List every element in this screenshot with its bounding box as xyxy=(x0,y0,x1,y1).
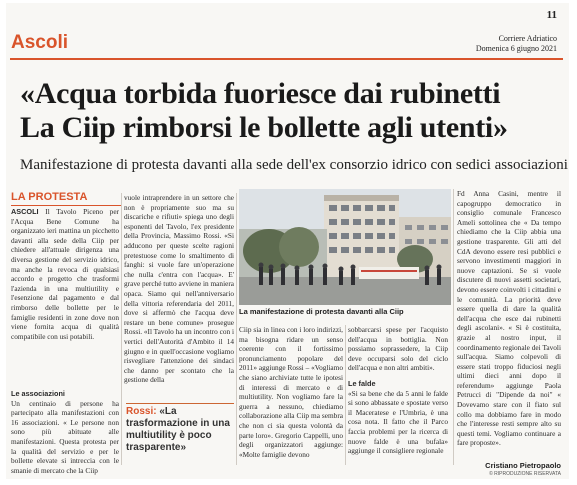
article-column-1-lower xyxy=(11,383,119,475)
masthead xyxy=(476,34,557,54)
column-divider xyxy=(236,193,237,465)
column-2-text: vuole intraprendere in un settore che non è propriamente suo ma su discariche e rifiuti» spiega uno degli esponenti del Tavolo, l'ex presidente della Provincia, Massimo Rossi. «Si adducono per queste scelte ragioni pretestuose come lo smaltimento di fanghi: si vuole fare un'operazione che nulla c'entra con l'acqua». E' grave perché tutto avviene in maniera opaca. Siamo qui nell'anniversario della vittoria referendaria del 2011, dove si affermò che l'acqua deve restare un bene comune» prosegue Rossi. «Il Tavolo ha un incontro con i vertici dell'Autorità d'Ambito il 14 giugno e in quell'occasione vogliamo risvegliare l'attenzione dei sindaci che danno per scontato che la gestione della xyxy=(124,193,235,385)
section-title: Ascoli xyxy=(11,32,69,53)
subhead-associations: Le associazioni xyxy=(11,389,65,398)
issue-date: Domenica 6 giugno 2021 xyxy=(475,44,557,53)
headline-line-1: «Acqua torbida fuoriesce dai rubinetti xyxy=(20,77,501,110)
newspaper-page xyxy=(6,3,569,479)
column-4-text-2: «Si sa bene che da 5 anni le falde si sono abbassate e spostate verso il Maceratese e l'Umbria, è una cosa nota. Il fatto che il Parco faccia problemi per la ricerca di nuove falde è una bufala» aggiunge il consigliere regionale xyxy=(348,388,448,456)
column-1-text: Il Tavolo Piceno per l'Acqua Bene Comune ha organizzato ieri mattina un picchetto davanti alla sede della Ciip per chiedere all'attuale dirigenza una diversa gestione del servizio idrico, ma anche la revoca di qualsiasi accordo e progetto che trasformi l'azienda in una multiutility e l'esenzione dal pagamento e dal rimborso delle bollette per le famiglie residenti in zone dove non viene fornita acqua di qualità compatibile con usi potabili. xyxy=(11,207,119,341)
article-column-3 xyxy=(239,325,343,465)
photo-caption: La manifestazione di protesta davanti alla Ciip xyxy=(239,307,404,316)
quote-text: «La trasformazione in una multiutility è poco trasparente» xyxy=(126,406,230,453)
headline xyxy=(20,77,565,145)
dateline: ASCOLI xyxy=(11,207,39,216)
column-divider xyxy=(453,189,454,465)
article-column-1 xyxy=(11,207,119,375)
author-signature: Cristiano Pietropaolo xyxy=(485,461,561,470)
article-tag: LA PROTESTA xyxy=(11,191,121,206)
article-column-4 xyxy=(348,325,448,465)
page-number: 11 xyxy=(546,9,557,21)
column-1-text-2: Un centinaio di persone ha partecipato alla manifestazioni con 16 associazioni. « Le persone non sono più abituate alle manifestazioni. Questa protesta per la qualità del servizio e per le bollette elevate si intreccia con le smanie di mercato che la Ciip xyxy=(11,398,119,475)
pull-quote xyxy=(126,403,234,454)
column-divider xyxy=(345,325,346,465)
subhead-falde: Le falde xyxy=(348,378,376,388)
column-4-text: sobbarcarsi spese per l'acquisto dell'acqua in bottiglia. Non possiamo soprassedere, la Ciip deve occuparsi solo del ciclo dell'acqua e non altri ambiti». xyxy=(348,325,448,373)
column-divider xyxy=(121,193,122,465)
headline-line-2: La Ciip rimborsi le bollette agli utenti» xyxy=(20,111,508,144)
article-column-2 xyxy=(124,193,234,397)
quote-speaker: Rossi: xyxy=(126,406,157,417)
copyright-notice: © RIPRODUZIONE RISERVATA xyxy=(489,471,561,477)
column-5-text: Fd Anna Casini, mentre il capogruppo democratico in consiglio comunale Francesco Ameli sottolinea che « Da tempo chiediamo che la Ciip abbia una gestione trasparente. Gli atti del CdA devono essere resi pubblici e servono investimenti maggiori in nuove captazioni. Se si vuole discutere di nuovi assetti societari, devono essere coinvolti i cittadini e le comunità. La priorità deve essere quella di dare la qualità dell'acqua che esce dai rubinetti degli ascolani». « Si è costituita, grazie al nostro input, il coordinamento regionale dei Tavoli sull'acqua. Siamo colpevoli di essere stati troppo fiduciosi negli ultimi dieci anni dopo il referendum» aggiunge Paola Petrucci di "Dipende da noi" « Dovevamo stare con il fiato sul collo ma dobbiamo fare in modo che l'interesse resti sempre alto su questi temi. Vogliamo continuare a fare proposte». xyxy=(457,189,561,448)
subheadline: Manifestazione di protesta davanti alla sede dell'ex consorzio idrico con sedici associazioni xyxy=(20,157,568,173)
column-3-text: Ciip sia in linea con i loro indirizzi, ma bisogna ridare un senso coerente con il fortissimo pronunciamento popolare del 2011» aggiunge Rossi – «Vogliamo che siano archiviate tutte le ipotesi di interessi di mercato e di multiutility. Non vogliamo fare la guerra a nessuno, chiediamo collaborazione alla Ciip ma sembra che non ci sia questa volontà da parte loro». Gregorio Cappelli, uno degli organizzatori aggiunge: «Molte famiglie devono xyxy=(239,325,343,459)
section-rule xyxy=(10,58,563,60)
paper-name: Corriere Adriatico xyxy=(498,34,557,43)
article-column-5 xyxy=(457,189,561,461)
protest-photo xyxy=(239,189,451,305)
